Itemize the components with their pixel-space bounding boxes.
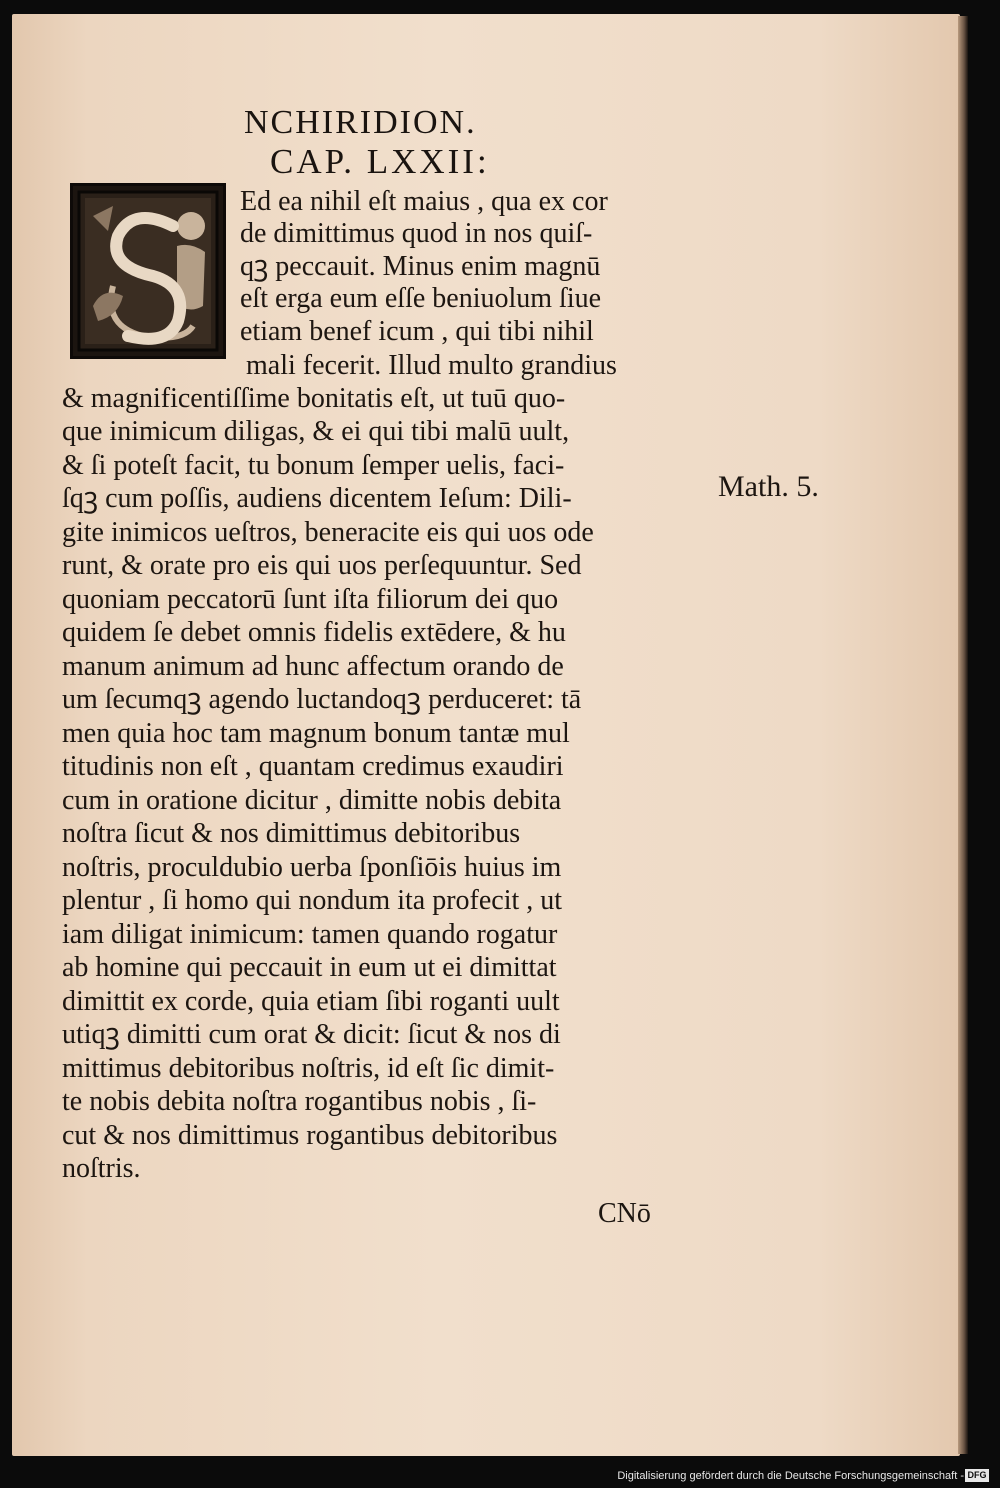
text-line: quidem ſe debet omnis fidelis extēdere, & hu [62, 617, 566, 648]
text-line: plentur , ſi homo qui nondum ita profecit , ut [62, 885, 563, 916]
text-line: mali fecerit. Illud multo grandius [246, 350, 617, 381]
text-line: cut & nos dimittimus rogantibus debitoribus [62, 1120, 558, 1151]
text-line: & ſi poteſt facit, tu bonum ſemper uelis, faci- [62, 450, 565, 481]
text-line: & magnificentiſſime bonitatis eſt, ut tuū quo- [62, 383, 566, 414]
text-line: gite inimicos ueſtros, beneracite eis qui uos ode [62, 517, 594, 548]
text-line: ſqꝫ cum poſſis, audiens dicentem Ieſum: Dili- [62, 483, 572, 514]
chapter-heading: CAP. LXXII: [270, 142, 490, 181]
text-line: qꝫ peccauit. Minus enim magnū [240, 251, 601, 282]
text-line: noſtra ſicut & nos dimittimus debitoribus [62, 818, 521, 849]
text-line: mittimus debitoribus noſtris, id eſt ſic dimit- [62, 1053, 555, 1084]
text-line: noſtris. [62, 1153, 141, 1184]
text-line: eſt erga eum eſſe beniuolum ſiue [240, 283, 602, 314]
margin-reference: Math. 5. [718, 470, 819, 503]
text-line: titudinis non eſt , quantam credimus exaudiri [62, 751, 564, 782]
text-line: utiqꝫ dimitti cum orat & dicit: ſicut & nos di [62, 1019, 561, 1050]
dfg-logo: DFG [965, 1469, 989, 1482]
text-line: te nobis debita noſtra rogantibus nobis , ſi- [62, 1086, 537, 1117]
text-line: um ſecumqꝫ agendo luctandoqꝫ perduceret: tā [62, 684, 582, 715]
text-line: Ed ea nihil eſt maius , qua ex cor [240, 186, 608, 217]
decorated-initial-s [70, 183, 226, 359]
digitization-credit: Digitalisierung gefördert durch die Deutsche Forschungsgemeinschaft - [617, 1470, 964, 1482]
catchword: CNō [598, 1198, 651, 1229]
text-line: runt, & orate pro eis qui uos perſequuntur. Sed [62, 550, 582, 581]
running-head: NCHIRIDION. [244, 104, 477, 141]
text-line: manum animum ad hunc affectum orando de [62, 651, 564, 682]
text-line: que inimicum diligas, & ei qui tibi malū uult, [62, 416, 570, 447]
text-line: noſtris, proculdubio uerba ſponſiōis huius im [62, 852, 562, 883]
text-line: de dimittimus quod in nos quiſ- [240, 218, 593, 249]
text-line: etiam benef icum , qui tibi nihil [240, 316, 594, 347]
text-line: iam diligat inimicum: tamen quando rogatur [62, 919, 558, 950]
text-line: men quia hoc tam magnum bonum tantæ mul [62, 718, 570, 749]
text-line: cum in oratione dicitur , dimitte nobis debita [62, 785, 562, 816]
text-line: dimittit ex corde, quia etiam ſibi roganti uult [62, 986, 560, 1017]
text-line: ab homine qui peccauit in eum ut ei dimittat [62, 952, 557, 983]
text-line: quoniam peccatorū ſunt iſta filiorum dei quo [62, 584, 559, 615]
page-edge [958, 16, 968, 1454]
